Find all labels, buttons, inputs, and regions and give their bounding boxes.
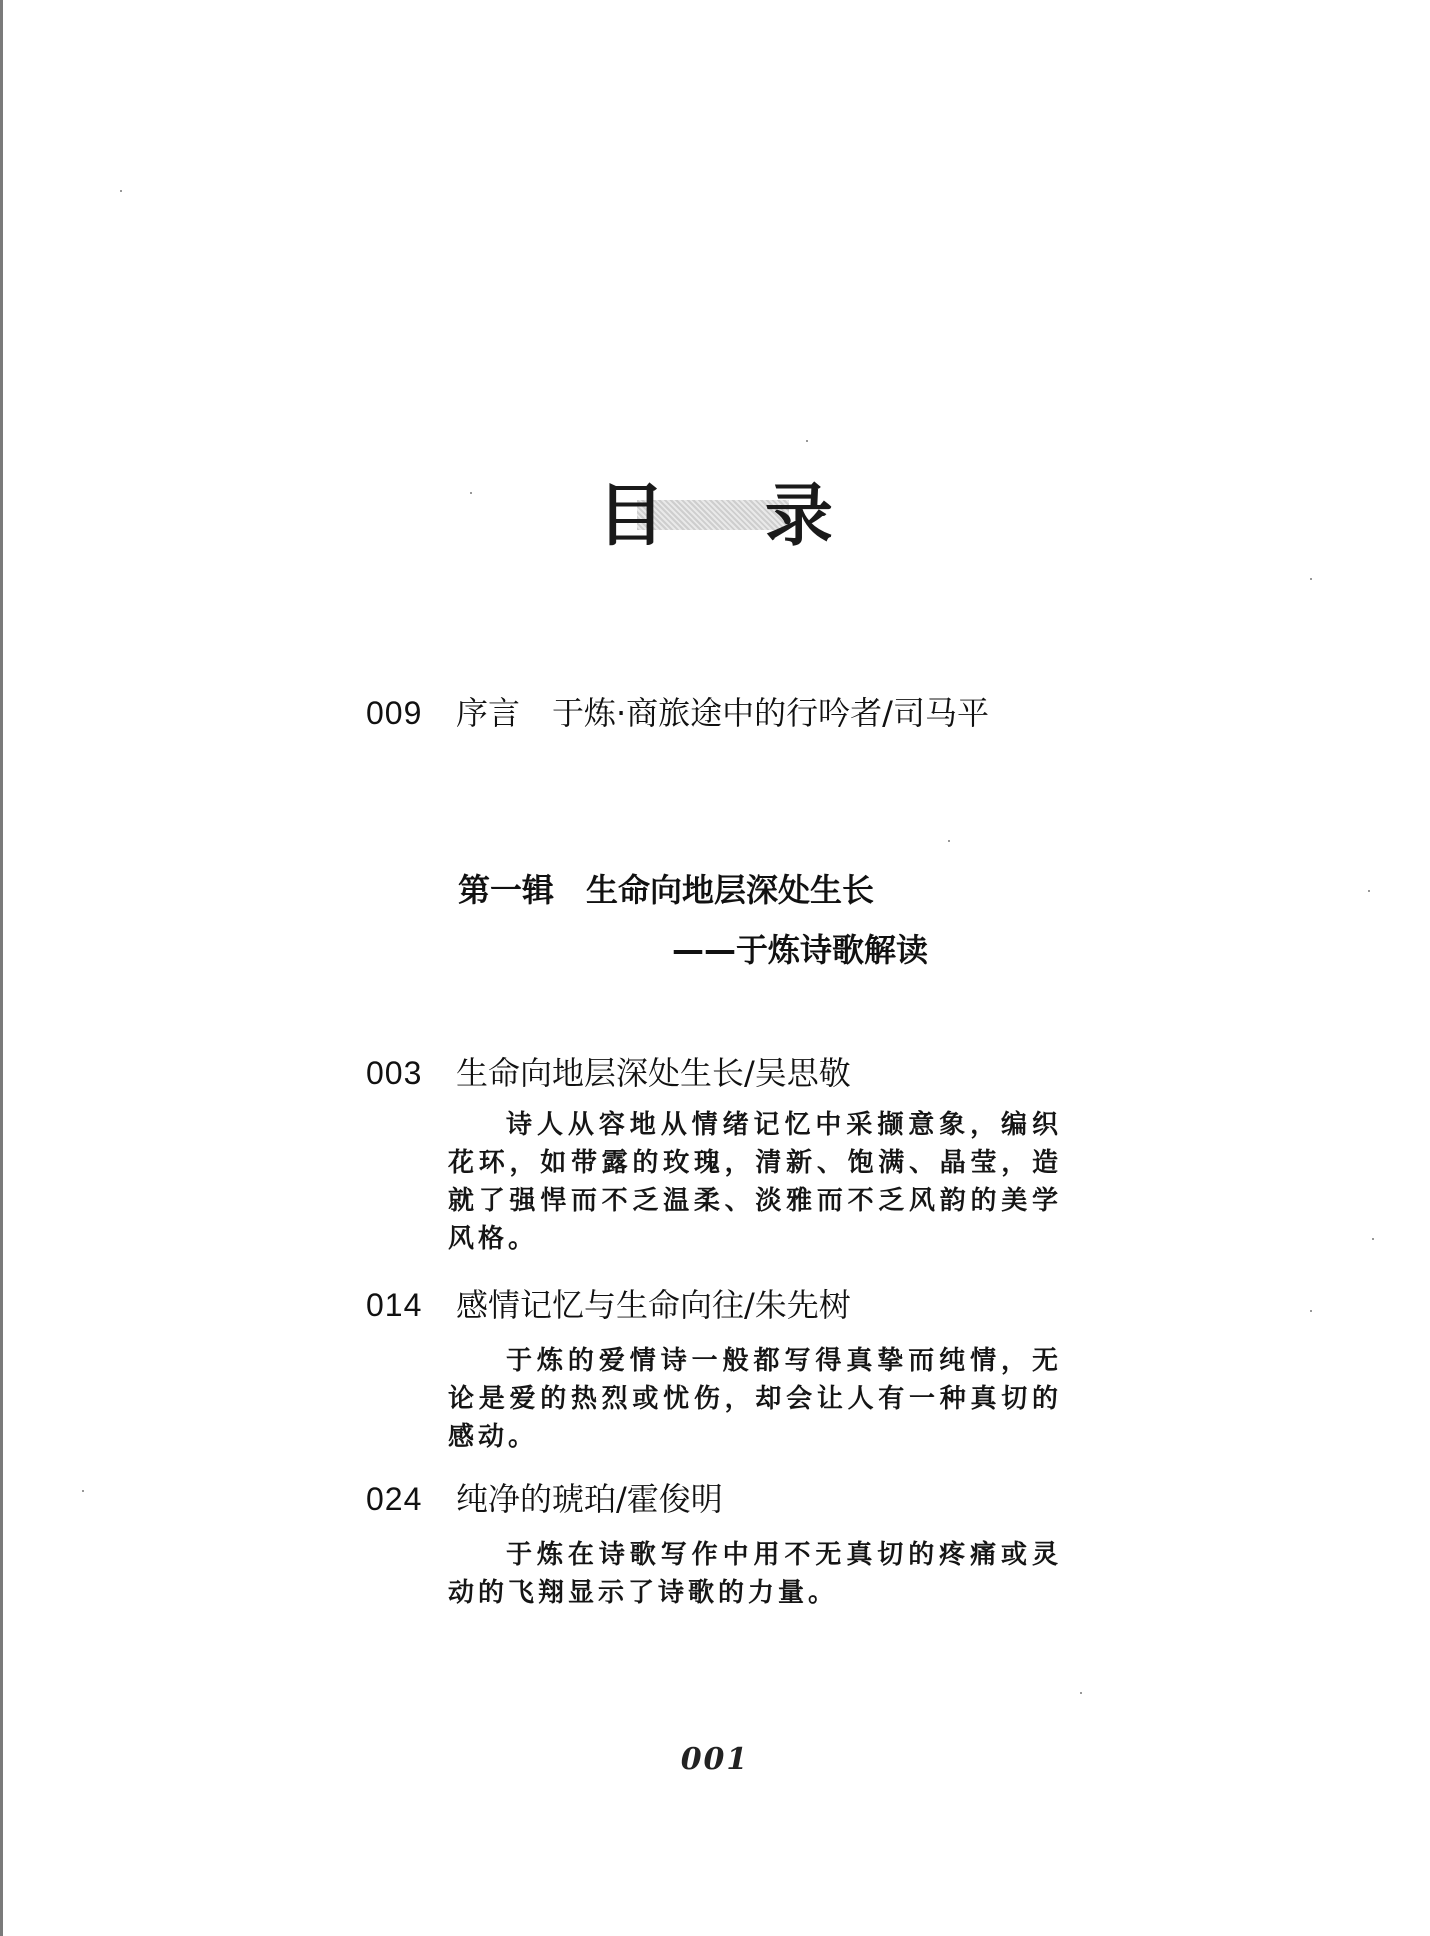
- toc-entry-summary: 诗人从容地从情绪记忆中采撷意象，编织花环，如带露的玫瑰，清新、饱满、晶莹，造就了强悍而不乏温柔、淡雅而不乏风韵的美学风格。: [448, 1110, 1062, 1254]
- page-edge-rule: [0, 0, 3, 1936]
- section-heading: 第一辑 生命向地层深处生长: [458, 871, 875, 909]
- scan-speck: [1368, 890, 1370, 892]
- toc-page-number: 014: [366, 1287, 423, 1323]
- toc-page-number: 024: [366, 1481, 423, 1517]
- page-number: 001: [680, 1742, 750, 1777]
- scan-speck: [948, 840, 950, 842]
- toc-entry-summary: 于炼在诗歌写作中用不无真切的疼痛或灵动的飞翔显示了诗歌的力量。: [448, 1540, 1062, 1608]
- page-title: 目 录: [597, 476, 871, 556]
- toc-entry-title: 生命向地层深处生长/吴思敬: [456, 1054, 851, 1092]
- scan-speck: [120, 190, 122, 192]
- scan-speck: [1310, 1310, 1312, 1312]
- scan-speck: [470, 492, 472, 494]
- scan-speck: [1080, 1692, 1082, 1694]
- toc-entry: [366, 1280, 851, 1326]
- scan-speck: [1372, 1238, 1374, 1240]
- scan-speck: [82, 1490, 84, 1492]
- scan-speck: [806, 440, 808, 442]
- toc-entry-preface: [366, 688, 989, 734]
- scan-speck: [1310, 578, 1312, 580]
- toc-entry: [366, 1048, 851, 1094]
- toc-entry: [366, 1474, 723, 1520]
- toc-entry-summary: 于炼的爱情诗一般都写得真挚而纯情，无论是爱的热烈或忧伤，却会让人有一种真切的感动。: [448, 1346, 1062, 1452]
- toc-page-number: 003: [366, 1055, 423, 1091]
- toc-entry-title: 感情记忆与生命向往/朱先树: [456, 1286, 851, 1324]
- toc-entry-title: 序言 于炼·商旅途中的行吟者/司马平: [456, 694, 989, 732]
- toc-entry-title: 纯净的琥珀/霍俊明: [456, 1480, 723, 1518]
- toc-page-number: 009: [366, 695, 423, 731]
- section-subheading: ——于炼诗歌解读: [672, 931, 929, 969]
